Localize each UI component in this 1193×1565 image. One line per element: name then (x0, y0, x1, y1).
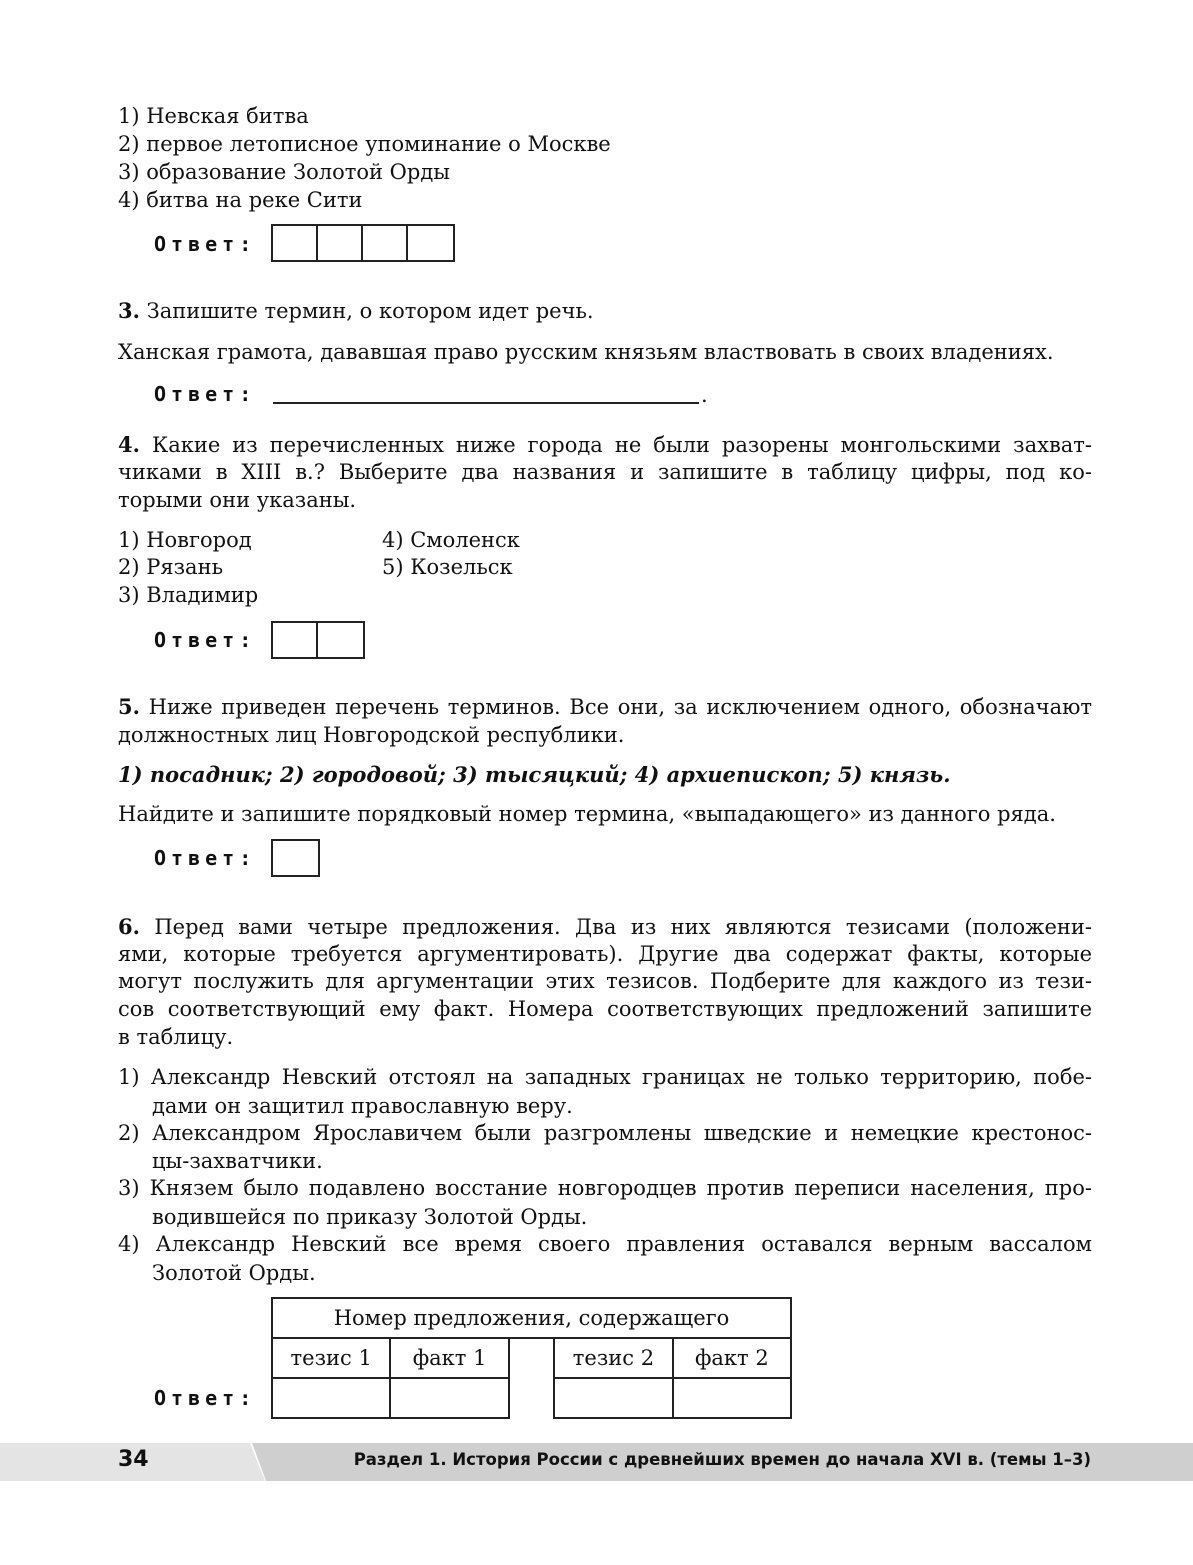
q4-prompt-line-3: торыми они указаны. (118, 488, 357, 512)
q4-answer-cells[interactable] (271, 621, 365, 659)
q3-answer-label: Ответ: (154, 382, 257, 406)
q4-number: 4. (118, 432, 140, 457)
q4-option-3: 3) Владимир (118, 583, 259, 607)
answer-cell-fact-2[interactable] (673, 1378, 791, 1418)
q5-terms: 1) посадник; 2) городовой; 3) тысяцкий; 4) архиепископ; 5) князь. (118, 762, 951, 787)
q6-answer-table (271, 1297, 792, 1419)
q4-prompt-line-1 (118, 431, 1092, 460)
q2-answer-label: Ответ: (154, 232, 257, 256)
q3-prompt: Запишите термин, о котором идет речь. (146, 299, 594, 323)
q5-prompt-text: Ниже приведен перечень терминов. Все они, за исключением одного, обозначают (148, 695, 1092, 719)
table-gap (509, 1378, 555, 1418)
q4-option-5: 5) Козельск (382, 555, 513, 579)
q5-prompt-line-2: должностных лиц Новгородской республики. (118, 723, 625, 747)
q6-item-1-line-2: дами он защитил православную веру. (152, 1094, 573, 1118)
q5-answer-label: Ответ: (154, 846, 257, 870)
q5-instruction: Найдите и запишите порядковый номер термина, «выпадающего» из данного ряда. (118, 802, 1056, 826)
q6-prompt-line-5: в таблицу. (118, 1025, 234, 1049)
q6-item-1-line-1: 1) Александр Невский отстоял на западных границах не только территорию, побе- (118, 1065, 1092, 1089)
table-gap (509, 1338, 555, 1378)
col-fact-1: факт 1 (390, 1338, 508, 1378)
q6-item-2-line-2: цы-захватчики. (152, 1149, 323, 1173)
q6-prompt-text: Перед вами четыре предложения. Два из них являются тезисами (положени- (154, 915, 1092, 939)
answer-cell[interactable] (273, 841, 318, 875)
answer-cell[interactable] (318, 623, 363, 657)
q4-option-1: 1) Новгород (118, 528, 252, 552)
answer-cell[interactable] (363, 226, 408, 260)
q6-item-4-line-1: 4) Александр Невский все время своего правления оставался верным вассалом (118, 1232, 1092, 1256)
answer-cell[interactable] (273, 623, 318, 657)
q3-answer-end: . (701, 383, 708, 407)
q5-number: 5. (118, 694, 140, 719)
section-title: Раздел 1. История России с древнейших времен до начала XVI в. (темы 1–3) (353, 1450, 1091, 1469)
q6-prompt-line-3: могут послужить для аргументации этих тезисов. Подберите для каждого из тези- (118, 969, 1092, 993)
col-thesis-1: тезис 1 (272, 1338, 390, 1378)
col-fact-2: факт 2 (673, 1338, 791, 1378)
answer-cell[interactable] (408, 226, 453, 260)
answer-cell-thesis-2[interactable] (554, 1378, 672, 1418)
q4-prompt-line-2: чиками в XIII в.? Выберите два названия и запишите в таблицу цифры, под ко- (118, 460, 1092, 484)
q3-answer-line[interactable] (273, 376, 699, 404)
q4-option-2: 2) Рязань (118, 555, 224, 579)
page-number: 34 (118, 1447, 149, 1472)
answer-cell-thesis-1[interactable] (272, 1378, 390, 1418)
q5-answer-cells[interactable] (271, 839, 320, 877)
q2-option-4: 4) битва на реке Сити (118, 188, 363, 212)
table-header: Номер предложения, содержащего (272, 1298, 791, 1338)
q2-option-3: 3) образование Золотой Орды (118, 160, 450, 184)
answer-cell-fact-1[interactable] (390, 1378, 508, 1418)
q5-prompt-line-1 (118, 693, 1092, 722)
col-thesis-2: тезис 2 (554, 1338, 672, 1378)
q6-prompt-line-4: сов соответствующий ему факт. Номера соответствующих предложений запишите (118, 997, 1092, 1021)
q4-answer-label: Ответ: (154, 628, 257, 652)
q2-option-1: 1) Невская битва (118, 104, 309, 128)
answer-cell[interactable] (318, 226, 363, 260)
q6-item-4-line-2: Золотой Орды. (152, 1261, 316, 1285)
q6-number: 6. (118, 914, 140, 939)
q4-prompt-text: Какие из перечисленных ниже города не были разорены монгольскими захват- (151, 433, 1093, 457)
q6-item-3-line-2: водившейся по приказу Золотой Орды. (152, 1205, 588, 1229)
q6-prompt-line-1 (118, 913, 1092, 942)
q2-answer-cells[interactable] (271, 224, 455, 262)
q6-prompt-line-2: ями, которые требуется аргументировать). Другие два содержат факты, которые (118, 942, 1092, 966)
q3-text: Ханская грамота, дававшая право русским князьям властвовать в своих владениях. (118, 340, 1054, 364)
q4-option-4: 4) Смоленск (382, 528, 520, 552)
q6-answer-label: Ответ: (154, 1386, 257, 1410)
q3-prompt-line (118, 297, 594, 325)
q6-item-3-line-1: 3) Князем было подавлено восстание новгородцев против переписи населения, про- (118, 1176, 1092, 1200)
q6-item-2-line-1: 2) Александром Ярославичем были разгромлены шведские и немецкие крестонос- (118, 1121, 1092, 1145)
q2-option-2: 2) первое летописное упоминание о Москве (118, 132, 611, 156)
answer-cell[interactable] (273, 226, 318, 260)
q3-number: 3. (118, 298, 140, 323)
page-footer (0, 1443, 1193, 1481)
